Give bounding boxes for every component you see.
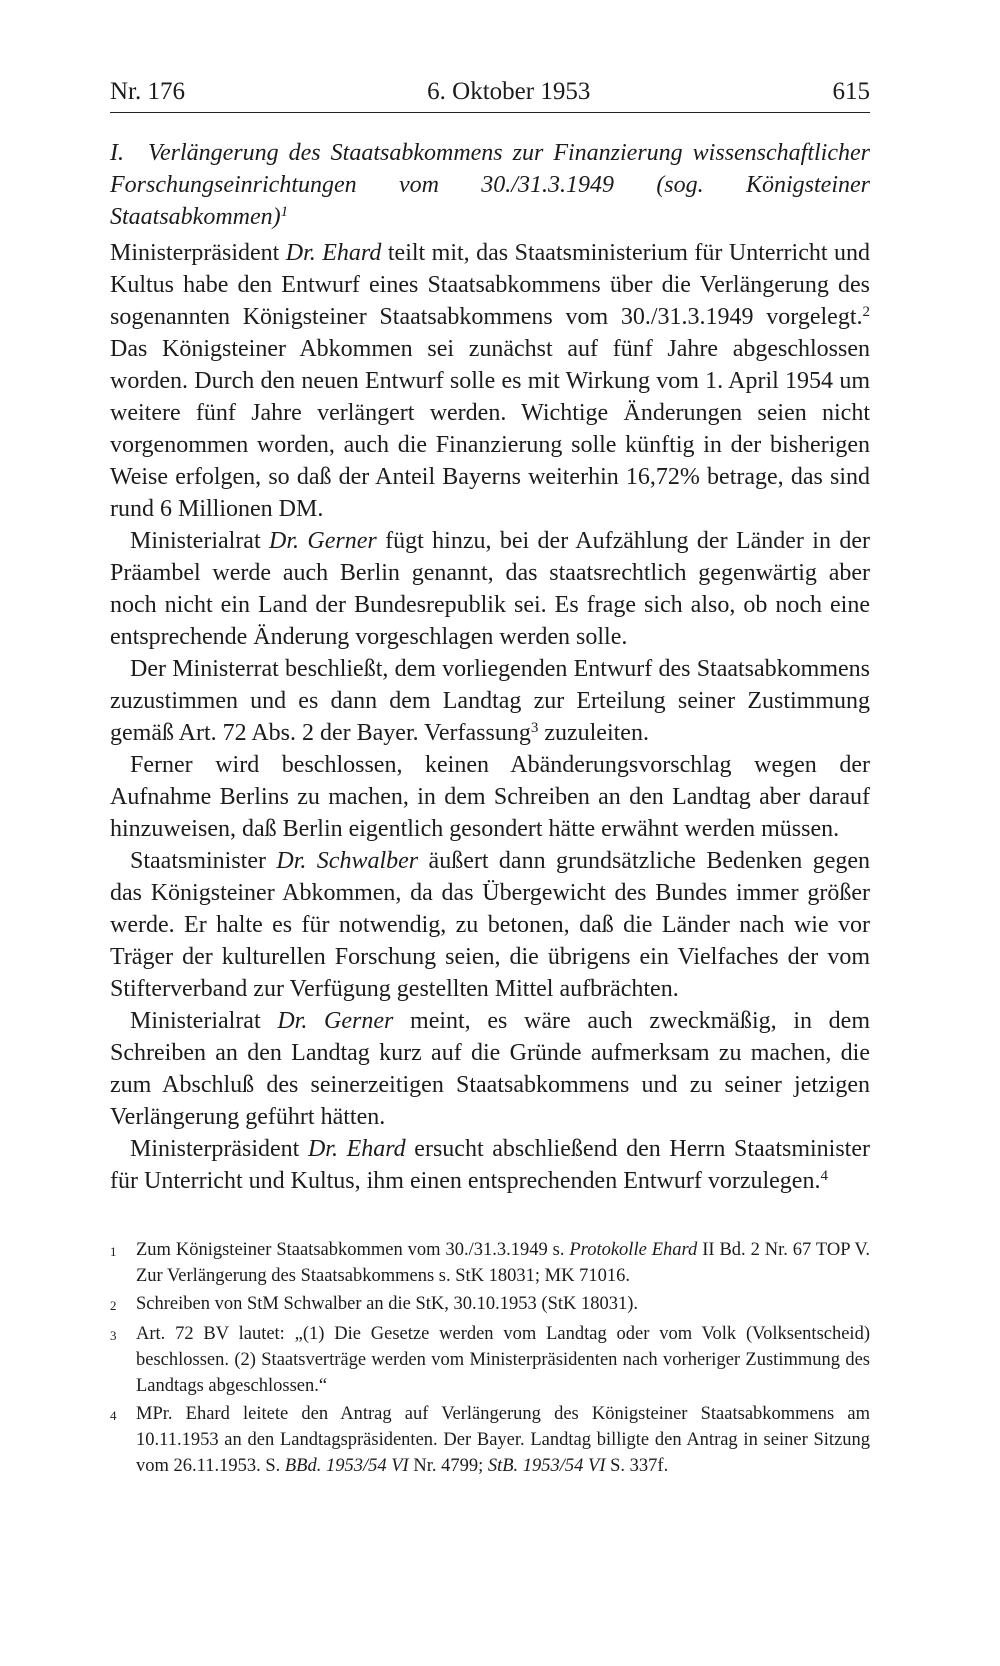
footnote-2 [110, 1291, 870, 1319]
paragraph-5-b: äußert dann grundsätzliche Bedenken gegen das Königsteiner Abkommen, da das Übergewicht des Bundes immer größer werde. Er halte es für notwendig, zu betonen, daß die Länder nach wie vor Träger der kulturellen Forschung seien, die übrigens ein Vielfaches der vom Stifterverband zur Verfügung gestellten Mittel aufbrächten. [110, 848, 870, 1002]
paragraph-7-b: ersucht abschließend den Herrn Staatsminister für Unterricht und Kultus, ihm einen entsprechenden Entwurf vorzulegen. [110, 1136, 870, 1194]
section-heading-text: I. Verlängerung des Staatsabkommens zur Finanzierung wissenschaftlicher Forschungseinrichtungen vom 30./31.3.1949 (sog. Königsteiner Staatsabkommen) [110, 140, 870, 230]
footnote-ref-2: 2 [862, 304, 870, 320]
footnote-4-source-1: BBd. 1953/54 VI [284, 1456, 409, 1476]
paragraph-7-a: Ministerpräsident [130, 1136, 308, 1162]
paragraph-1-c: Das Königsteiner Abkommen sei zunächst auf fünf Jahre abgeschlossen worden. Durch den neuen Entwurf solle es mit Wirkung vom 1. April 1954 um weitere fünf Jahre verlängert werden. Wichtige Änderungen seien nicht vorgenommen worden, auch die Finanzierung solle künftig in der bisherigen Weise erfolgen, so daß der Anteil Bayerns weiterhin 16,72% betrage, das sind rund 6 Millionen DM. [110, 336, 870, 522]
paragraph-3-a: Der Ministerrat beschließt, dem vorliegenden Entwurf des Staatsabkommens zuzustimmen und es dann dem Landtag zur Erteilung seiner Zustimmung gemäß Art. 72 Abs. 2 der Bayer. Verfassung [110, 656, 870, 746]
person-name-ehard: Dr. Ehard [307, 1136, 406, 1162]
paragraph-5 [110, 845, 870, 1005]
paragraph-6 [110, 1005, 870, 1133]
paragraph-2-b: fügt hinzu, bei der Aufzählung der Länder in der Präambel werde auch Berlin genannt, das staatsrechtlich gegenwärtig aber noch nicht ein Land der Bundesrepublik sei. Es frage sich also, ob noch eine entsprechende Änderung vorgeschlagen werden solle. [110, 528, 870, 650]
page-number: 615 [832, 78, 870, 105]
footnote-4-source-2: StB. 1953/54 VI [487, 1456, 606, 1476]
footnote-ref-3: 3 [530, 720, 539, 736]
paragraph-3 [110, 653, 870, 749]
footnote-1-b: II Bd. 2 Nr. 67 TOP V. Zur Verlängerung des Staatsabkommens s. StK 18031; MK 71016. [136, 1240, 870, 1286]
person-name-schwalber: Dr. Schwalber [276, 848, 419, 874]
body-text [110, 237, 870, 1197]
footnote-1-source: Protokolle Ehard [569, 1240, 698, 1260]
footnotes [110, 1237, 870, 1481]
footnote-text: Schreiben von StM Schwalber an die StK, 30.10.1953 (StK 18031). [136, 1294, 639, 1314]
footnote-text: Art. 72 BV lautet: „(1) Die Gesetze werden vom Landtag oder vom Volk (Volksentscheid) beschlossen. (2) Staatsverträge werden vom Ministerpräsidenten nach vorheriger Zustimmung des Landtags abgeschlossen.“ [136, 1324, 870, 1396]
paragraph-5-a: Staatsminister [130, 848, 277, 874]
footnote-text [136, 1237, 870, 1289]
paragraph-4-a: Ferner wird beschlossen, keinen Abänderungsvorschlag wegen der Aufnahme Berlins zu machen, in dem Schreiben an den Landtag aber darauf hinzuweisen, daß Berlin eigentlich gesondert hätte erwähnt werden müssen. [110, 752, 870, 842]
footnote-4 [110, 1401, 870, 1479]
person-name-gerner: Dr. Gerner [269, 528, 377, 554]
footnote-number: 3 [110, 1328, 117, 1343]
paragraph-1-b: teilt mit, das Staatsministerium für Unterricht und Kultus habe den Entwurf eines Staatsabkommens über die Verlängerung des sogenannten Königsteiner Staatsabkommens vom 30./31.3.1949 vorgelegt. [110, 240, 870, 330]
footnote-1-a: Zum Königsteiner Staatsabkommen vom 30./31.3.1949 s. [136, 1240, 570, 1260]
footnote-number: 2 [110, 1298, 117, 1313]
footnote-3 [110, 1321, 870, 1399]
footnote-ref-4: 4 [820, 1168, 828, 1184]
person-name-gerner: Dr. Gerner [277, 1008, 394, 1034]
paragraph-6-a: Ministerialrat [130, 1008, 278, 1034]
paragraph-2 [110, 525, 870, 653]
footnote-4-b: Nr. 4799; [408, 1456, 488, 1476]
paragraph-3-b: zuzuleiten. [538, 720, 649, 746]
footnote-ref-1: 1 [280, 204, 289, 220]
footnote-text [136, 1401, 870, 1479]
session-date: 6. Oktober 1953 [427, 78, 591, 105]
document-page [110, 78, 870, 1197]
paragraph-1 [110, 237, 870, 525]
paragraph-7 [110, 1133, 870, 1197]
paragraph-1-a: Ministerpräsident [110, 240, 286, 266]
footnote-4-a: MPr. Ehard leitete den Antrag auf Verlängerung des Königsteiner Staatsabkommens am 10.11.1953 an den Landtagspräsidenten. Der Bayer. Landtag billigte den Antrag in seiner Sitzung vom 26.11.1953. S. [136, 1404, 870, 1476]
paragraph-6-b: meint, es wäre auch zweckmäßig, in dem Schreiben an den Landtag kurz auf die Gründe aufmerksam zu machen, die zum Abschluß des seinerzeitigen Staatsabkommens und zu seiner jetzigen Verlängerung geführt hätten. [110, 1008, 870, 1130]
paragraph-2-a: Ministerialrat [130, 528, 270, 554]
person-name-ehard: Dr. Ehard [285, 240, 382, 266]
footnote-1 [110, 1237, 870, 1289]
footnote-number: 4 [110, 1408, 117, 1423]
document-number: Nr. 176 [110, 78, 185, 105]
running-header [110, 78, 870, 113]
section-heading [110, 137, 870, 233]
paragraph-4 [110, 749, 870, 845]
footnote-4-c: S. 337f. [605, 1456, 669, 1476]
footnote-number: 1 [110, 1244, 117, 1259]
